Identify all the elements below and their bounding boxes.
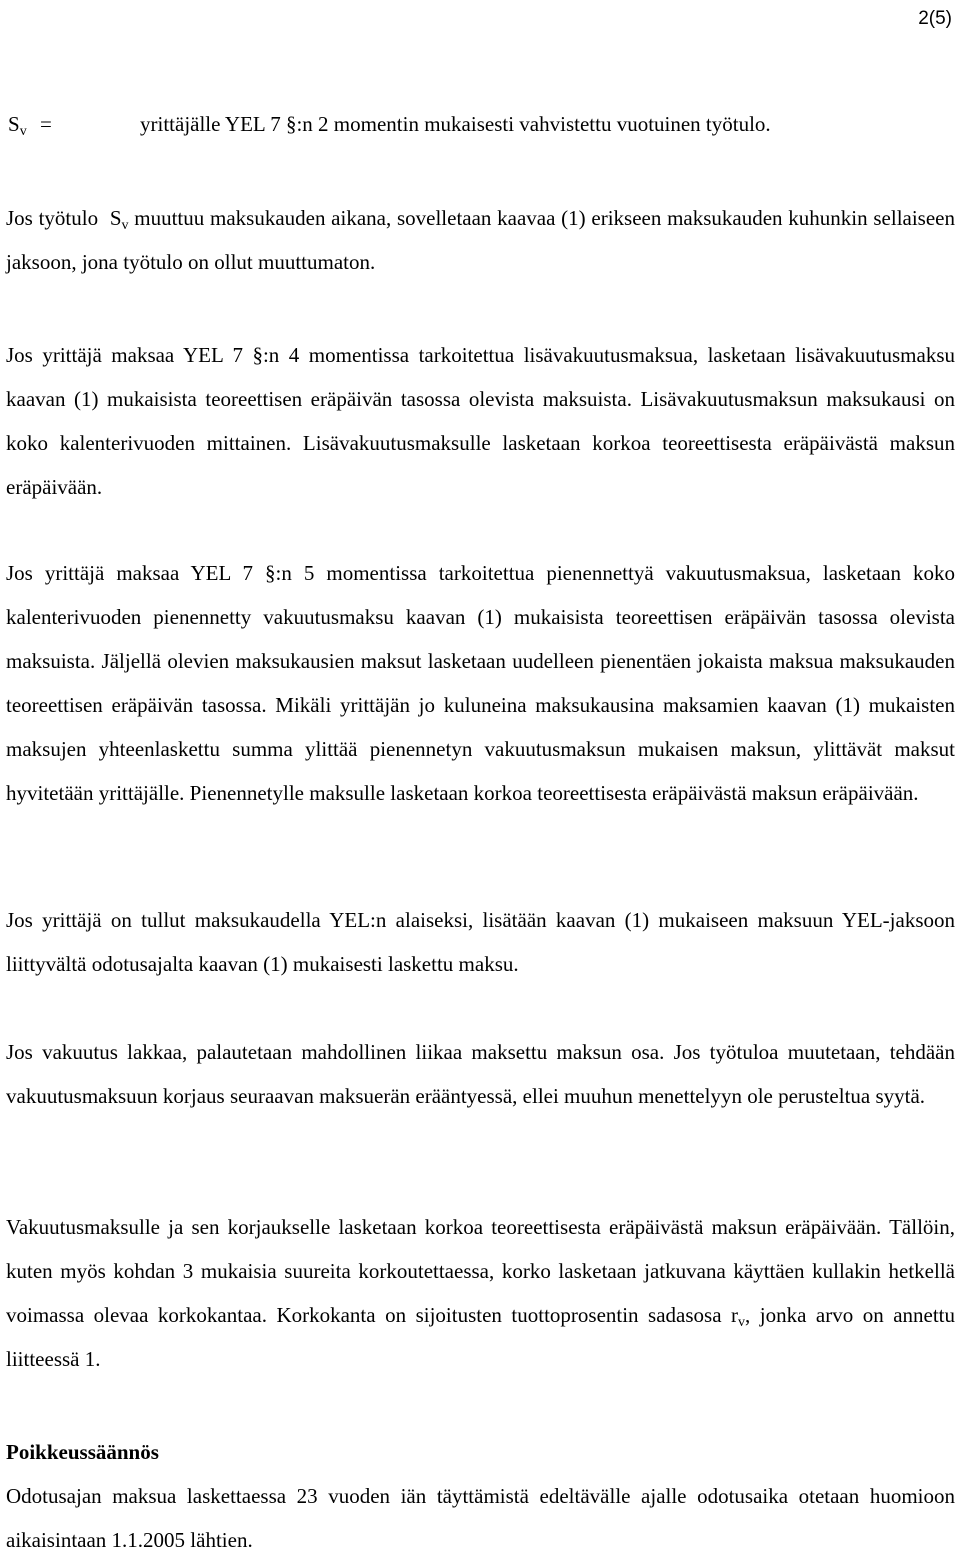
paragraph-1: Jos työtulo $S_v$ muuttuu maksukauden aikana, sovelletaan kaavaa (1) erikseen maksukauden kuhunkin sellaiseen jaksoon, jona työtulo on ollut muuttumaton. <box>6 206 955 274</box>
symbol-definition <box>8 102 948 146</box>
section-paragraph: Odotusajan maksua laskettaessa 23 vuoden iän täyttämistä edeltävälle ajalle odotusaika otetaan huomioon aikaisintaan 1.1.2005 lähtien. <box>6 1484 955 1552</box>
paragraph-2: Jos yrittäjä maksaa YEL 7 §:n 4 momentissa tarkoitettua lisävakuutusmaksua, lasketaan lisävakuutusmaksu kaavan (1) mukaisista teoreettisen eräpäivän tasossa olevista maksuista. Lisävakuutusmaksun maksukausi on koko kalenterivuoden mittainen. Lisävakuutusmaksulle lasketaan korkoa teoreettisesta eräpäivästä maksun eräpäivään. <box>6 343 955 499</box>
page-number: 2(5) <box>918 8 952 29</box>
definition-symbol: $S_v$ = <box>8 112 52 139</box>
paragraph-4: Jos yrittäjä on tullut maksukaudella YEL:n alaiseksi, lisätään kaavan (1) mukaiseen maksuun YEL-jaksoon liittyvältä odotusajalta kaavan (1) mukaisesti laskettu maksu. <box>6 908 955 976</box>
paragraph-5: Jos vakuutus lakkaa, palautetaan mahdollinen liikaa maksettu maksun osa. Jos työtuloa muutetaan, tehdään vakuutusmaksuun korjaus seuraavan maksuerän erääntyessä, ellei muuhun menettelyyn ole perusteltua syytä. <box>6 1040 955 1108</box>
definition-text: yrittäjälle YEL 7 §:n 2 momentin mukaisesti vahvistettu vuotuinen työtulo. <box>140 112 771 136</box>
paragraph-6: Vakuutusmaksulle ja sen korjaukselle lasketaan korkoa teoreettisesta eräpäivästä maksun eräpäivään. Tällöin, kuten myös kohdan 3 mukaisia suureita korkoutettaessa, korko lasketaan jatkuvana käyttäen kullakin hetkellä voimassa olevaa korkokantaa. Korkokanta on sijoitusten tuottoprosentin sadasosa $r_v$, jonka arvo on annettu liitteessä 1. <box>6 1215 955 1371</box>
section-heading: Poikkeussäännös <box>6 1440 159 1464</box>
paragraph-3: Jos yrittäjä maksaa YEL 7 §:n 5 momentissa tarkoitettua pienennettyä vakuutusmaksua, lasketaan koko kalenterivuoden pienennetty vakuutusmaksu kaavan (1) mukaisista teoreettisen eräpäivän tasossa olevista maksuista. Jäljellä olevien maksukausien maksut lasketaan uudelleen pienentäen jokaista maksua maksukauden teoreettisen eräpäivän tasossa. Mikäli yrittäjän jo kuluneina maksukausina maksamien kaavan (1) mukaisten maksujen yhteenlaskettu summa ylittää pienennetyn vakuutusmaksun mukaisen maksun, ylittävät maksut hyvitetään yrittäjälle. Pienennetylle maksulle lasketaan korkoa teoreettisesta eräpäivästä maksun eräpäivään. <box>6 561 955 805</box>
